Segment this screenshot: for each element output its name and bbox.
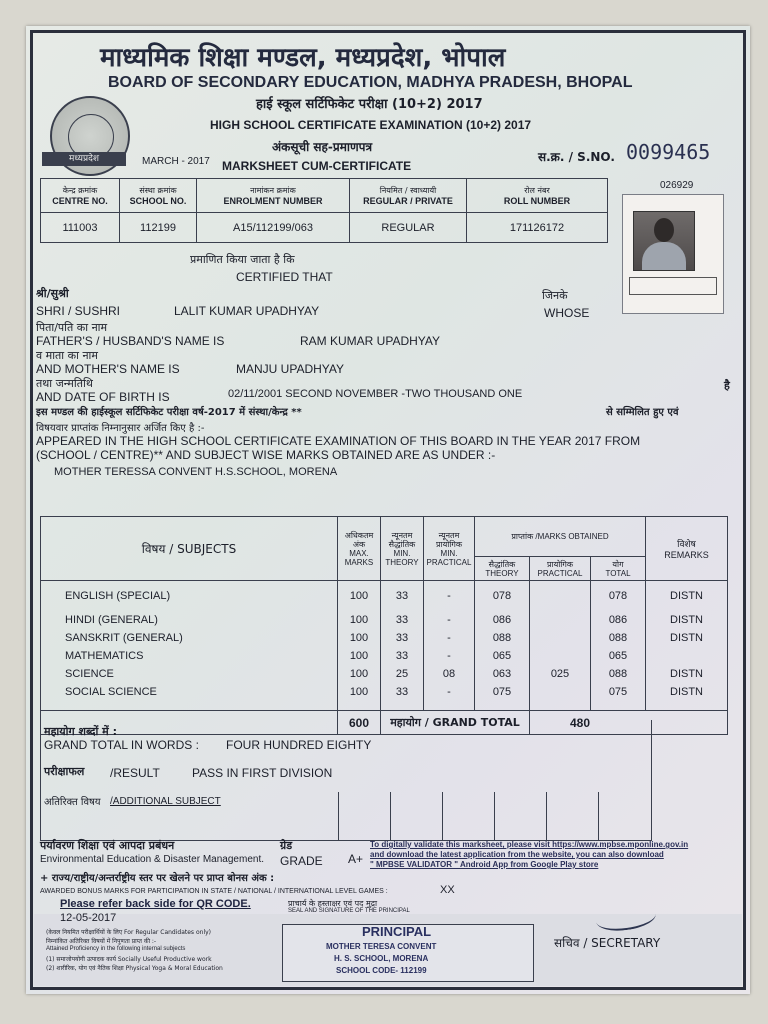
min-practical-cell: -: [424, 683, 475, 701]
practical-cell: [530, 683, 591, 701]
additional-label-hindi: अतिरिक्त विषय: [44, 797, 101, 808]
serial-no-value: 0099465: [626, 140, 711, 164]
subject-cell: SANSKRIT (GENERAL): [41, 629, 338, 647]
subjects-header: विषय / SUBJECTS: [41, 517, 338, 581]
total-cell: 088: [591, 665, 646, 683]
secretary-label: सचिव / SECRETARY: [554, 936, 661, 950]
exam-title-hindi: हाई स्कूल सर्टिफिकेट परीक्षा (10+2) 2017: [256, 97, 483, 112]
grade-label-english: GRADE: [280, 854, 323, 868]
stamp-line-3: SCHOOL CODE- 112199: [336, 966, 427, 975]
subject-cell: SCIENCE: [41, 665, 338, 683]
centre-no: 111003: [41, 213, 120, 243]
table-row: [41, 629, 728, 647]
marksheet-document: [26, 26, 750, 994]
theory-cell: 086: [475, 611, 530, 629]
qr-note: Please refer back side for QR CODE.: [60, 898, 251, 910]
min-theory-cell: 33: [381, 611, 424, 629]
table-row: [41, 581, 728, 611]
remark-cell: DISTN: [646, 683, 728, 701]
exam-title-english: HIGH SCHOOL CERTIFICATE EXAMINATION (10+2) 2017: [210, 118, 532, 132]
bonus-label-hindi: + राज्य/राष्ट्रीय/अन्तर्राष्ट्रीय स्तर पर खेलने पर प्राप्त बोनस अंक :: [40, 873, 275, 884]
remark-cell: DISTN: [646, 581, 728, 611]
min-theory-cell: 33: [381, 683, 424, 701]
board-title-english: BOARD OF SECONDARY EDUCATION, MADHYA PRADESH, BHOPAL: [108, 74, 633, 91]
theory-cell: 075: [475, 683, 530, 701]
practical-cell: [530, 611, 591, 629]
validate-line-3: " MPBSE VALIDATOR " Android App from Google Play store: [370, 860, 599, 869]
mother-english: AND MOTHER'S NAME IS: [36, 362, 180, 376]
grand-total-label: महायोग / GRAND TOTAL: [381, 711, 530, 735]
words-label-hindi: महायोग शब्दों में :: [44, 725, 117, 738]
school-no: 112199: [120, 213, 197, 243]
theory-cell: 078: [475, 581, 530, 611]
footer-note-2: निम्नांकित अतिरिक्त विषयों में निपुणता प्राप्त की :-: [46, 938, 157, 945]
dob-value: 02/11/2001 SECOND NOVEMBER -TWO THOUSAND ONE: [228, 388, 523, 400]
validate-line-2: and download the latest application from the website, you can also download: [370, 850, 664, 859]
board-title-hindi: माध्यमिक शिक्षा मण्डल, मध्यप्रदेश, भोपाल: [100, 43, 506, 73]
doc-title-hindi: अंकसूची सह-प्रमाणपत्र: [272, 140, 373, 154]
env-label-english: Environmental Education & Disaster Management.: [40, 854, 265, 865]
seal-label: मध्यप्रदेश: [42, 152, 126, 166]
min-theory-cell: 33: [381, 647, 424, 665]
total-cell: 086: [591, 611, 646, 629]
min-practical-cell: 08: [424, 665, 475, 683]
grade-value: A+: [348, 852, 364, 866]
father-name: RAM KUMAR UPADHYAY: [300, 334, 441, 348]
marks-obtained-header: प्राप्तांक /MARKS OBTAINED: [475, 517, 646, 557]
theory-cell: 063: [475, 665, 530, 683]
school-name: MOTHER TERESSA CONVENT H.S.SCHOOL, MORENA: [54, 466, 338, 478]
regular-private: REGULAR: [350, 213, 467, 243]
student-signature: [629, 277, 717, 295]
max-total: 600: [338, 711, 381, 735]
hai-hindi: है: [724, 379, 730, 392]
min-theory-cell: 25: [381, 665, 424, 683]
principal-label: PRINCIPAL: [362, 924, 432, 939]
shri-english: SHRI / SUSHRI: [36, 304, 121, 318]
min-practical-cell: -: [424, 611, 475, 629]
max-cell: 100: [338, 665, 381, 683]
serial-no-label: स.क्र. / S.NO.: [538, 150, 615, 164]
theory-cell: 065: [475, 647, 530, 665]
practical-cell: [530, 647, 591, 665]
para-hindi-1: इस मण्डल की हाईस्कूल सर्टिफिकेट परीक्षा वर्ष-2017 में संस्था/केन्द्र **: [36, 407, 302, 418]
additional-subject-cells: [338, 792, 650, 840]
table-row: [41, 665, 728, 683]
certified-hindi: प्रमाणित किया जाता है कि: [190, 253, 295, 266]
remark-cell: [646, 647, 728, 665]
total-cell: 078: [591, 581, 646, 611]
student-name: LALIT KUMAR UPADHYAY: [174, 304, 320, 318]
total-cell: 088: [591, 629, 646, 647]
result-label-english: /RESULT: [110, 766, 160, 780]
para-english-1: APPEARED IN THE HIGH SCHOOL CERTIFICATE EXAMINATION OF THIS BOARD IN THE YEAR 2017 FROM: [36, 434, 641, 448]
total-cell: 065: [591, 647, 646, 665]
total-cell: 075: [591, 683, 646, 701]
additional-label-english: /ADDITIONAL SUBJECT: [110, 796, 221, 807]
id-table: केन्द्र क्रमांक CENTRE NO. संस्था क्रमांक SCHOOL NO. नामांकन क्रमांक ENROLMENT NUMBER नियमित / स्वाध्यायी REGULAR / PRIVATE रोल नंबर ROLL NUMBER 111003 112199 A15/112199/063 REGULAR 171126172: [40, 178, 608, 243]
session-label: MARCH - 2017: [142, 156, 210, 167]
principal-seal-english: SEAL AND SIGNATURE OF THE PRINCIPAL: [288, 908, 410, 914]
whose-english: WHOSE: [544, 306, 590, 320]
total-in-words: FOUR HUNDRED EIGHTY: [226, 738, 372, 752]
table-row: [41, 683, 728, 701]
min-practical-cell: -: [424, 581, 475, 611]
student-photo: [622, 194, 724, 314]
father-hindi: पिता/पति का नाम: [36, 321, 108, 334]
min-practical-cell: -: [424, 629, 475, 647]
mother-name: MANJU UPADHYAY: [236, 362, 345, 376]
max-cell: 100: [338, 611, 381, 629]
practical-cell: [530, 581, 591, 611]
principal-seal-hindi: प्राचार्य के हस्ताक्षर एवं पद मुद्रा: [288, 899, 378, 908]
bonus-value: XX: [440, 884, 455, 896]
footer-note-4: (1) समाजोपयोगी उत्पादक कार्य Socially Useful Productive work: [46, 956, 212, 963]
min-practical-cell: -: [424, 647, 475, 665]
min-theory-cell: 33: [381, 629, 424, 647]
dob-hindi: तथा जन्मतिथि: [36, 377, 93, 390]
practical-cell: 025: [530, 665, 591, 683]
max-cell: 100: [338, 629, 381, 647]
footer-note-1: (केवल नियमित परीक्षार्थियों के लिए For Regular Candidates only): [46, 929, 211, 936]
photo-number: 026929: [660, 180, 694, 191]
mother-hindi: व माता का नाम: [36, 349, 98, 362]
bonus-label-english: AWARDED BONUS MARKS FOR PARTICIPATION IN STATE / NATIONAL / INTERNATIONAL LEVEL GAMES :: [40, 888, 388, 895]
max-cell: 100: [338, 647, 381, 665]
footer-note-5: (2) शारीरिक, योग एवं नैतिक शिक्षा Physical Yoga & Moral Education: [46, 965, 223, 972]
remark-cell: DISTN: [646, 611, 728, 629]
subject-cell: HINDI (GENERAL): [41, 611, 338, 629]
practical-cell: [530, 629, 591, 647]
father-english: FATHER'S / HUSBAND'S NAME IS: [36, 334, 225, 348]
para-english-2: (SCHOOL / CENTRE)** AND SUBJECT WISE MARKS OBTAINED ARE AS UNDER :-: [36, 448, 496, 462]
max-cell: 100: [338, 683, 381, 701]
subject-cell: MATHEMATICS: [41, 647, 338, 665]
shri-hindi: श्री/सुश्री: [36, 287, 69, 300]
marks-table: विषय / SUBJECTS अधिकतम अंक MAX. MARKS न्यूनतम सैद्धांतिक MIN. THEORY न्यूनतम प्रायोगिक MIN. PRACTICAL प्राप्तांक /MARKS OBTAINED विशेष REMARKS सैद्धांतिक THEORY प्रायोगिक PRACTICAL योग TOTAL ENGLISH (SPECIAL) 100 33 - 078 078 DISTN HINDI (GENERAL) 100 33 - 086 086 DISTN SANSKRIT (GENERAL) 100 33 - 088 088 DISTN MATHEMATICS 100 33 - 065 065 SCIENCE 100 25 08 063 025 088 DISTN SOCIAL SCIENCE 100 33 - 075 075 DISTN 600 महायोग / GRAND TOTAL 480: [40, 516, 728, 735]
theory-cell: 088: [475, 629, 530, 647]
env-label-hindi: पर्यावरण शिक्षा एवं आपदा प्रबंधन: [40, 839, 175, 852]
footer-note-3: Attained Proficiency in the following internal subjects: [46, 946, 186, 952]
certified-english: CERTIFIED THAT: [236, 270, 333, 284]
result-value: PASS IN FIRST DIVISION: [192, 766, 333, 780]
enrolment-no: A15/112199/063: [197, 213, 350, 243]
dob-english: AND DATE OF BIRTH IS: [36, 390, 170, 404]
min-theory-cell: 33: [381, 581, 424, 611]
whose-hindi: जिनके: [542, 289, 568, 302]
grade-label-hindi: ग्रेड: [280, 839, 293, 852]
subject-cell: ENGLISH (SPECIAL): [41, 581, 338, 611]
table-row: [41, 611, 728, 629]
roll-no: 171126172: [467, 213, 608, 243]
validate-line-1: To digitally validate this marksheet, please visit https://www.mpbse.mponline.gov.in: [370, 840, 689, 849]
doc-title-english: MARKSHEET CUM-CERTIFICATE: [222, 159, 412, 173]
remark-cell: DISTN: [646, 665, 728, 683]
table-row: [41, 647, 728, 665]
para-hindi-2: विषयवार प्राप्तांक निम्नानुसार अर्जित किए है :-: [36, 423, 205, 434]
subject-cell: SOCIAL SCIENCE: [41, 683, 338, 701]
stamp-line-1: MOTHER TERESA CONVENT: [326, 942, 437, 951]
grand-total-value: 480: [530, 711, 728, 735]
remark-cell: DISTN: [646, 629, 728, 647]
max-cell: 100: [338, 581, 381, 611]
para-hindi-1-end: से सम्मिलित हुए एवं: [606, 407, 679, 418]
table-spacer: [41, 701, 728, 711]
words-label-english: GRAND TOTAL IN WORDS :: [44, 738, 199, 752]
result-label-hindi: परीक्षाफल: [44, 765, 85, 778]
issue-date: 12-05-2017: [60, 912, 117, 924]
stamp-line-2: H. S. SCHOOL, MORENA: [334, 954, 429, 963]
